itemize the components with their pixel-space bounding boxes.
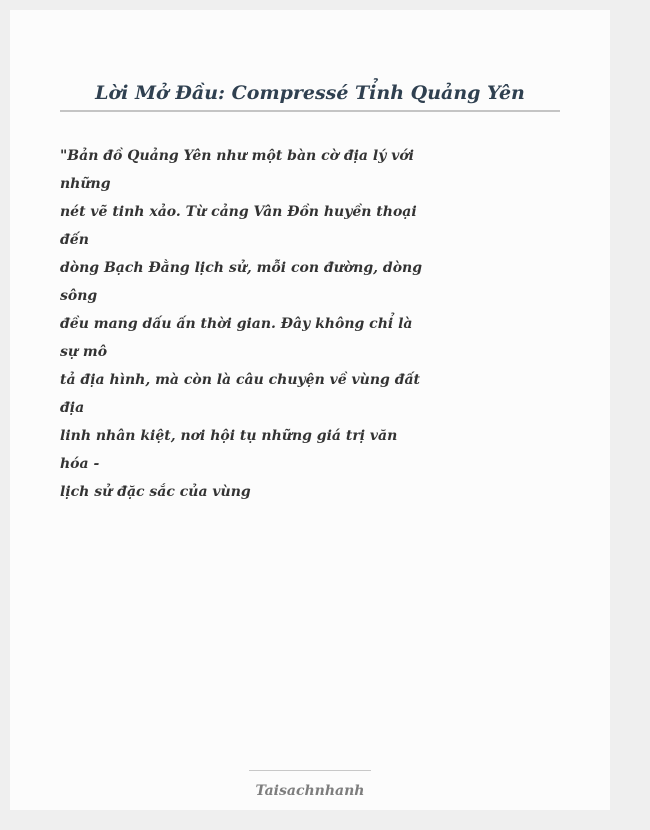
body-line: đều mang dấu ấn thời gian. Đây không chỉ là (60, 316, 413, 332)
body-text (60, 142, 422, 506)
title-divider (60, 110, 560, 112)
body-line: sự mô (60, 344, 108, 360)
body-line: địa (60, 400, 85, 416)
body-line: linh nhân kiệt, nơi hội tụ những giá trị văn (60, 428, 398, 444)
body-line: đến (60, 232, 89, 248)
body-line: dòng Bạch Đằng lịch sử, mỗi con đường, dòng (60, 260, 422, 276)
body-line: lịch sử đặc sắc của vùng (60, 484, 251, 500)
footer-divider (249, 770, 371, 771)
body-line: "Bản đồ Quảng Yên như một bàn cờ địa lý với (60, 148, 414, 164)
body-line: tả địa hình, mà còn là câu chuyện về vùng đất (60, 372, 421, 388)
body-line: những (60, 176, 111, 192)
body-line: sông (60, 288, 98, 304)
body-line: nét vẽ tinh xảo. Từ cảng Vân Đồn huyền thoại (60, 204, 417, 220)
document-page (10, 10, 610, 810)
page-title: Lời Mở Đầu: Compressé Tỉnh Quảng Yên (95, 82, 525, 104)
footer-text: Taisachnhanh (255, 783, 365, 799)
body-line: hóa - (60, 456, 100, 472)
